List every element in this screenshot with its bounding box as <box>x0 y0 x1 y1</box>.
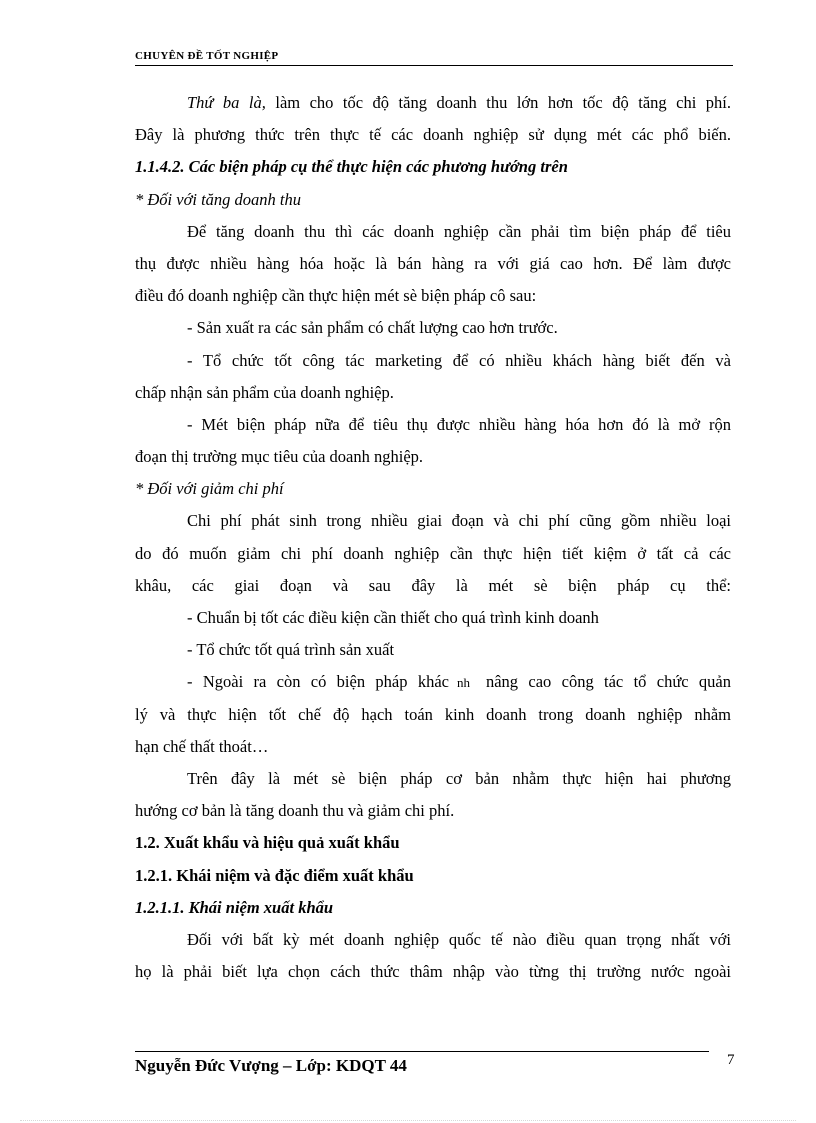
paragraph-line: lý và thực hiện tốt chế độ hạch toán kinh doanh trong doanh nghiệp nhằm <box>135 704 731 724</box>
footer-author: Nguyễn Đức Vượng – Lớp: KDQT 44 <box>135 1056 407 1075</box>
paragraph-line: Trên đây là mét sè biện pháp cơ bản nhằm thực hiện hai phương <box>187 768 731 788</box>
text-run: làm cho tốc độ tăng doanh thu lớn hơn tốc độ tăng chi phí. <box>265 93 731 112</box>
subheading: * Đối với tăng doanh thu <box>135 189 302 209</box>
text-run: - Ngoài ra còn có biện pháp khác <box>187 672 449 692</box>
paragraph-line: hạn chế thất thoát… <box>135 736 269 756</box>
bullet-line: - Tổ chức tốt quá trình sản xuất <box>187 640 395 660</box>
paragraph-line: Chi phí phát sinh trong nhiều giai đoạn và chi phí cũng gồm nhiều loại <box>187 511 731 531</box>
section-heading: 1.2. Xuất khẩu và hiệu quả xuất khẩu <box>135 833 400 853</box>
paragraph-line: họ là phải biết lựa chọn cách thức thâm nhập vào từng thị trường nước ngoài <box>135 962 731 982</box>
bullet-line: - Chuẩn bị tốt các điều kiện cần thiết cho quá trình kinh doanh <box>187 608 599 627</box>
section-heading: 1.2.1.1. Khái niệm xuất khẩu <box>135 897 334 917</box>
paragraph-line: do đó muốn giảm chi phí doanh nghiệp cần thực hiện tiết kiệm ở tất cả các <box>135 543 731 563</box>
text-run: nâng cao công tác tổ chức quản <box>485 672 731 692</box>
paragraph-line <box>135 94 731 126</box>
footer-rule <box>135 1051 709 1052</box>
paragraph-line: Đây là phương thức trên thực tế các doanh nghiệp sử dụng mét các phổ biến. <box>135 125 731 145</box>
section-heading: 1.1.4.2. Các biện pháp cụ thể thực hiện các phương hướng trên <box>135 157 568 177</box>
section-heading: 1.2.1. Khái niệm và đặc điểm xuất khẩu <box>135 865 414 885</box>
page-number: 7 <box>727 1052 735 1068</box>
paragraph-line: thụ được nhiều hàng hóa hoặc là bán hàng ra với giá cao hơn. Để làm được <box>135 253 731 273</box>
stray-fragment: nh <box>456 675 470 691</box>
paragraph-line: Đối với bất kỳ mét doanh nghiệp quốc tế nào điều quan trọng nhất với <box>187 929 731 949</box>
paragraph-line: đoạn thị trường mục tiêu của doanh nghiệp. <box>135 447 424 467</box>
header-rule <box>135 65 733 66</box>
page-edge-divider <box>20 1120 796 1121</box>
document-body <box>135 94 731 995</box>
paragraph-line: khâu, các giai đoạn và sau đây là mét sè biện pháp cụ thể: <box>135 575 731 595</box>
header-title: CHUYÊN ĐỀ TỐT NGHIỆP <box>135 50 279 62</box>
lead-phrase: Thứ ba là, <box>187 93 266 112</box>
paragraph-line: hướng cơ bản là tăng doanh thu và giảm chi phí. <box>135 801 455 821</box>
bullet-line: - Mét biện pháp nữa để tiêu thụ được nhiều hàng hóa hơn đó là mở rộn <box>187 414 731 434</box>
subheading: * Đối với giảm chi phí <box>135 479 284 499</box>
paragraph-line: chấp nhận sản phẩm của doanh nghiệp. <box>135 382 394 402</box>
paragraph-line: Để tăng doanh thu thì các doanh nghiệp cần phải tìm biện pháp để tiêu <box>187 221 731 241</box>
bullet-line: - Sản xuất ra các sản phẩm có chất lượng cao hơn trước. <box>187 318 558 338</box>
paragraph-line: điều đó doanh nghiệp cần thực hiện mét sè biện pháp cô sau: <box>135 286 537 306</box>
bullet-line: - Tổ chức tốt công tác marketing để có nhiều khách hàng biết đến và <box>187 350 731 370</box>
bullet-line <box>135 673 731 705</box>
